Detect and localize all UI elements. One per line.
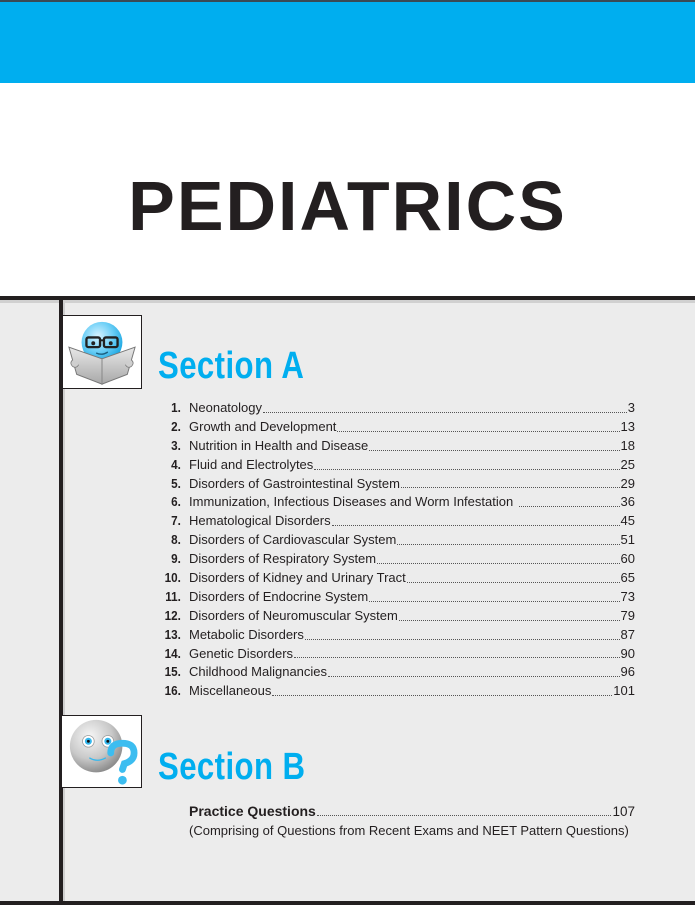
toc-item-6[interactable]: [150, 493, 635, 512]
toc-item-page: 87: [620, 626, 635, 642]
toc-item-title: Genetic Disorders: [189, 645, 294, 661]
toc-item-number: 2.: [171, 418, 181, 434]
toc-item-page: 101: [613, 683, 635, 699]
toc-item-16[interactable]: [150, 682, 635, 701]
dot-leader: [519, 497, 619, 507]
toc-item-11[interactable]: [150, 588, 635, 607]
toc-item-title: Growth and Development: [189, 418, 337, 434]
toc-item-page: 60: [620, 551, 635, 567]
toc-item-12[interactable]: [150, 607, 635, 626]
toc-item-title: Nutrition in Health and Disease: [189, 437, 369, 453]
toc-item-page: 25: [620, 456, 635, 472]
toc-item-number: 9.: [171, 551, 181, 567]
toc-item-title: Miscellaneous: [189, 683, 272, 699]
dot-leader: [332, 516, 620, 526]
practice-subtitle: (Comprising of Questions from Recent Exams and NEET Pattern Questions): [189, 823, 629, 838]
dot-leader: [399, 611, 620, 621]
toc-item-number: 3.: [171, 437, 181, 453]
dot-leader: [317, 806, 612, 816]
toc-item-2[interactable]: [150, 418, 635, 437]
title-area: [0, 83, 695, 296]
section-a-toc-list: [150, 399, 635, 701]
page-title: PEDIATRICS: [128, 167, 567, 245]
toc-item-page: 90: [620, 645, 635, 661]
toc-item-title: Disorders of Endocrine System: [189, 588, 369, 604]
dot-leader: [272, 686, 612, 696]
toc-item-title: Immunization, Infectious Diseases and Worm Infestation: [189, 494, 514, 510]
dot-leader: [305, 630, 620, 640]
toc-item-page: 96: [620, 664, 635, 680]
dot-leader: [377, 554, 619, 564]
toc-item-title: Disorders of Neuromuscular System: [189, 607, 398, 623]
toc-item-number: 16.: [164, 683, 181, 699]
toc-item-number: 10.: [164, 570, 181, 586]
toc-item-number: 6.: [171, 494, 181, 510]
toc-item-number: 14.: [164, 645, 181, 661]
dot-leader: [369, 592, 619, 602]
toc-item-number: 15.: [164, 664, 181, 680]
toc-item-title: Disorders of Cardiovascular System: [189, 532, 397, 548]
toc-item-page: 3: [627, 400, 635, 415]
toc-item-title: Metabolic Disorders: [189, 626, 304, 642]
section-a-heading: Section A: [158, 345, 305, 387]
toc-item-4[interactable]: [150, 456, 635, 475]
toc-item-1[interactable]: [150, 399, 635, 418]
toc-item-7[interactable]: [150, 512, 635, 531]
toc-item-page: 79: [620, 607, 635, 623]
section-b-heading: Section B: [158, 746, 306, 788]
toc-item-number: 4.: [171, 456, 181, 472]
dot-leader: [397, 535, 619, 545]
toc-item-number: 12.: [164, 607, 181, 623]
toc-item-page: 18: [620, 437, 635, 453]
toc-item-8[interactable]: [150, 531, 635, 550]
practice-row: [189, 802, 635, 821]
toc-item-title: Hematological Disorders: [189, 513, 331, 529]
toc-item-number: 8.: [171, 532, 181, 548]
dot-leader: [337, 422, 619, 432]
toc-item-page: 65: [620, 570, 635, 586]
toc-item-number: 11.: [165, 588, 181, 604]
toc-item-title: Disorders of Respiratory System: [189, 551, 377, 567]
practice-page: 107: [612, 804, 635, 819]
toc-item-9[interactable]: [150, 550, 635, 569]
toc-item-3[interactable]: [150, 437, 635, 456]
bottom-rule: [0, 901, 695, 905]
toc-item-number: 13.: [164, 626, 181, 642]
practice-questions-entry[interactable]: [189, 802, 635, 840]
dot-leader: [328, 667, 620, 677]
dot-leader: [407, 573, 620, 583]
toc-item-title: Disorders of Gastrointestinal System: [189, 475, 400, 491]
question-smiley-icon: [61, 715, 142, 788]
vertical-rule-shadow: [63, 300, 65, 902]
toc-item-title: Childhood Malignancies: [189, 664, 328, 680]
toc-item-number: 5.: [171, 475, 181, 491]
dot-leader: [294, 648, 619, 658]
toc-item-15[interactable]: [150, 663, 635, 682]
toc-item-page: 29: [620, 475, 635, 491]
toc-item-title: Neonatology: [189, 400, 262, 415]
toc-item-title: Fluid and Electrolytes: [189, 456, 314, 472]
toc-item-13[interactable]: [150, 626, 635, 645]
dot-leader: [401, 478, 620, 488]
toc-item-title: Disorders of Kidney and Urinary Tract: [189, 570, 406, 586]
toc-item-page: 45: [620, 513, 635, 529]
toc-item-page: 51: [620, 532, 635, 548]
reading-book-smiley-icon: [62, 315, 142, 389]
practice-title: Practice Questions: [189, 803, 316, 819]
dot-leader: [314, 460, 619, 470]
dot-leader: [369, 441, 619, 451]
header-banner: [0, 2, 695, 83]
toc-item-5[interactable]: [150, 475, 635, 494]
toc-item-page: 13: [620, 418, 635, 434]
toc-item-10[interactable]: [150, 569, 635, 588]
toc-item-number: 1.: [171, 400, 181, 415]
toc-item-page: 36: [620, 494, 635, 510]
toc-item-page: 73: [620, 588, 635, 604]
toc-item-14[interactable]: [150, 645, 635, 664]
dot-leader: [263, 403, 627, 413]
toc-item-number: 7.: [171, 513, 181, 529]
